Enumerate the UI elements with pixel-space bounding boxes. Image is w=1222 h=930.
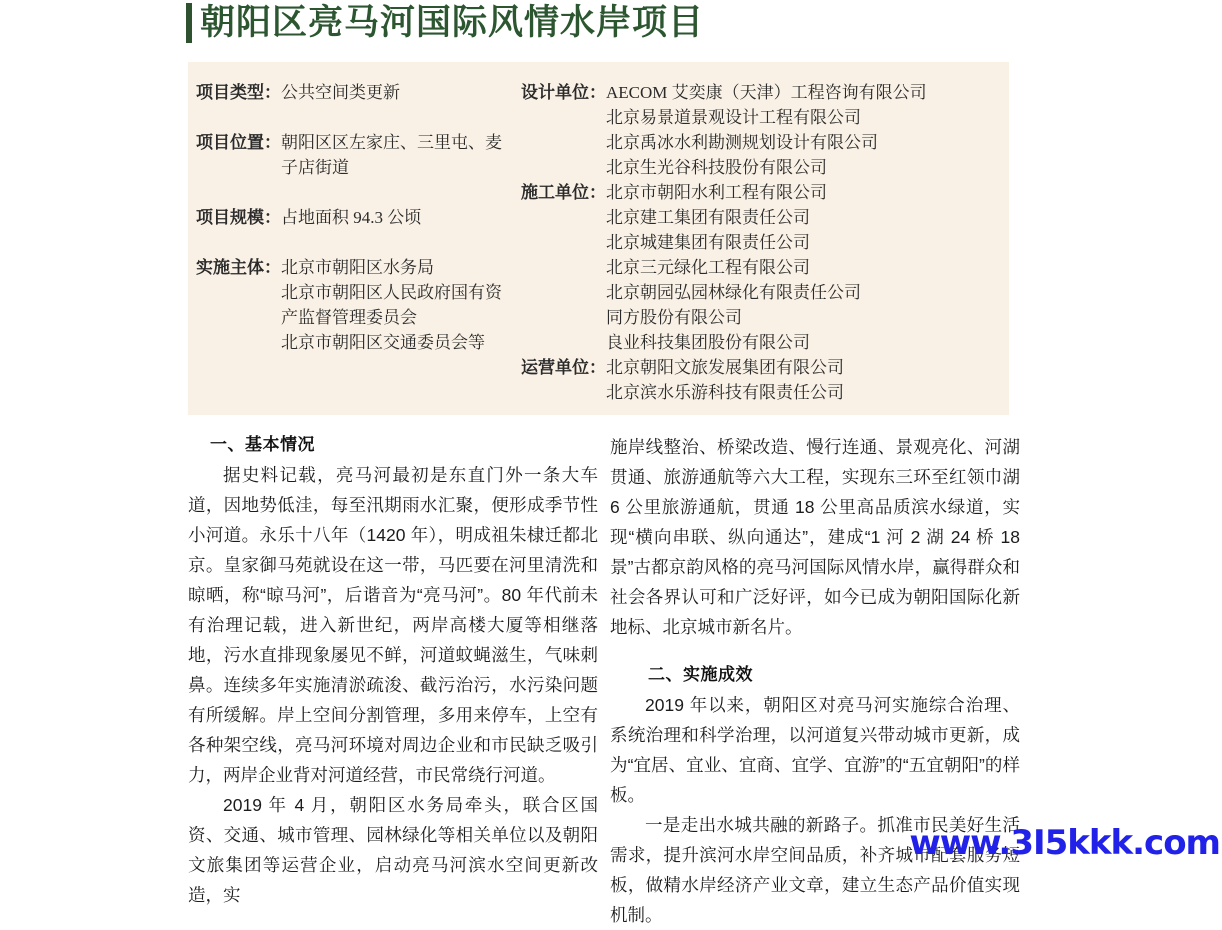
- article-body: [188, 432, 1020, 925]
- info-value-group: [606, 80, 927, 180]
- info-value: 北京建工集团有限责任公司: [606, 208, 810, 227]
- body-column-left: [188, 432, 598, 905]
- info-label: 项目规模：: [196, 208, 281, 227]
- paragraph-4: 一是走出水城共融的新路子。抓准市民美好生活需求，提升滨河水岸空间品质，补齐城市配套服务短板，做精水岸经济产业文章，建立生态产品价值实现机制。: [610, 815, 1020, 925]
- title-accent-bar: [186, 3, 192, 43]
- info-value-group: [281, 130, 502, 180]
- page-title: [186, 2, 704, 44]
- info-label: 设计单位：: [521, 83, 606, 102]
- info-value-group: [606, 180, 861, 355]
- info-label: 实施主体：: [196, 258, 281, 277]
- info-value: 北京朝阳文旅发展集团有限公司: [606, 358, 844, 377]
- info-row-implementing-body: [196, 255, 508, 355]
- paragraph-1: 据史料记载，亮马河最初是东直门外一条大车道，因地势低洼，每至汛期雨水汇聚，便形成季节性小河道。永乐十八年（1420 年），明成祖朱棣迁都北京。皇家御马苑就设在这一带，马匹要在河里清洗和晾晒，称“晾马河”，后谐音为“亮马河”。80 年代前未有治理记载，进入新世纪，两岸高楼大厦等相继落地，污水直排现象屡见不鲜，河道蚊蝇滋生，气味刺鼻。连续多年实施清淤疏浚、截污治污，水污染问题有所缓解。岸上空间分割管理，多用来停车，上空有各种架空线，亮马河环境对周边企业和市民缺乏吸引力，两岸企业背对河道经营，市民常绕行河道。: [188, 465, 598, 785]
- info-value-group: [606, 355, 844, 405]
- section-heading-2: 二、实施成效: [648, 665, 753, 684]
- paragraph-2: 2019 年 4 月，朝阳区水务局牵头，联合区国资、交通、城市管理、园林绿化等相关单位以及朝阳文旅集团等运营企业，启动亮马河滨水空间更新改造，实: [188, 795, 598, 905]
- info-row-project-type: [196, 80, 508, 105]
- info-column-right: [508, 80, 1009, 415]
- title-text: 朝阳区亮马河国际风情水岸项目: [200, 3, 705, 42]
- info-value: 北京市朝阳水利工程有限公司: [606, 183, 827, 202]
- info-label: 施工单位：: [521, 183, 606, 202]
- info-row-construction-units: [521, 180, 1009, 355]
- info-value: 北京市朝阳区水务局: [281, 258, 434, 277]
- paragraph-2-continued: 施岸线整治、桥梁改造、慢行连通、景观亮化、河湖贯通、旅游通航等六大工程，实现东三环至红领巾湖 6 公里旅游通航，贯通 18 公里高品质滨水绿道，实现“横向串联、纵向通达”，建成“1 河 2 湖 24 桥 18 景”古都京韵风格的亮马河国际风情水岸，赢得群众和社会各界认可和广泛好评，如今已成为朝阳国际化新地标、北京城市新名片。: [610, 437, 1020, 637]
- info-value: 北京朝园弘园林绿化有限责任公司: [606, 283, 861, 302]
- info-value: 子店街道: [281, 158, 349, 177]
- info-row-project-location: [196, 130, 508, 180]
- info-label: 运营单位：: [521, 358, 606, 377]
- info-value: 北京市朝阳区人民政府国有资: [281, 283, 502, 302]
- info-value: 占地面积 94.3 公顷: [281, 208, 422, 227]
- paragraph-3: 2019 年以来，朝阳区对亮马河实施综合治理、系统治理和科学治理，以河道复兴带动城市更新，成为“宜居、宜业、宜商、宜学、宜游”的“五宜朝阳”的样板。: [610, 695, 1020, 805]
- section-heading-1: 一、基本情况: [210, 435, 315, 454]
- info-row-project-scale: [196, 205, 508, 230]
- info-value: 公共空间类更新: [281, 83, 400, 102]
- body-column-right: [610, 432, 1020, 925]
- info-value: 同方股份有限公司: [606, 308, 742, 327]
- info-row-operation-units: [521, 355, 1009, 405]
- info-label: 项目位置：: [196, 133, 281, 152]
- info-row-design-units: [521, 80, 1009, 180]
- info-label: 项目类型：: [196, 83, 281, 102]
- info-value-group: [281, 255, 502, 355]
- info-value: 北京市朝阳区交通委员会等: [281, 333, 485, 352]
- site-watermark: www.3I5kkk.com: [909, 823, 1220, 863]
- project-info-box: [188, 62, 1009, 415]
- info-value-group: [281, 205, 421, 230]
- info-value: 朝阳区区左家庄、三里屯、麦: [281, 133, 502, 152]
- info-value: 产监督管理委员会: [281, 308, 417, 327]
- info-value: 北京易景道景观设计工程有限公司: [606, 108, 861, 127]
- info-value: 北京滨水乐游科技有限责任公司: [606, 383, 844, 402]
- info-value-group: [281, 80, 400, 105]
- info-value: 北京三元绿化工程有限公司: [606, 258, 810, 277]
- info-value: 北京生光谷科技股份有限公司: [606, 158, 827, 177]
- info-value: 北京城建集团有限责任公司: [606, 233, 810, 252]
- info-value: 良业科技集团股份有限公司: [606, 333, 810, 352]
- info-value: AECOM 艾奕康（天津）工程咨询有限公司: [606, 83, 927, 102]
- info-value: 北京禹冰水利勘测规划设计有限公司: [606, 133, 878, 152]
- info-column-left: [188, 80, 508, 415]
